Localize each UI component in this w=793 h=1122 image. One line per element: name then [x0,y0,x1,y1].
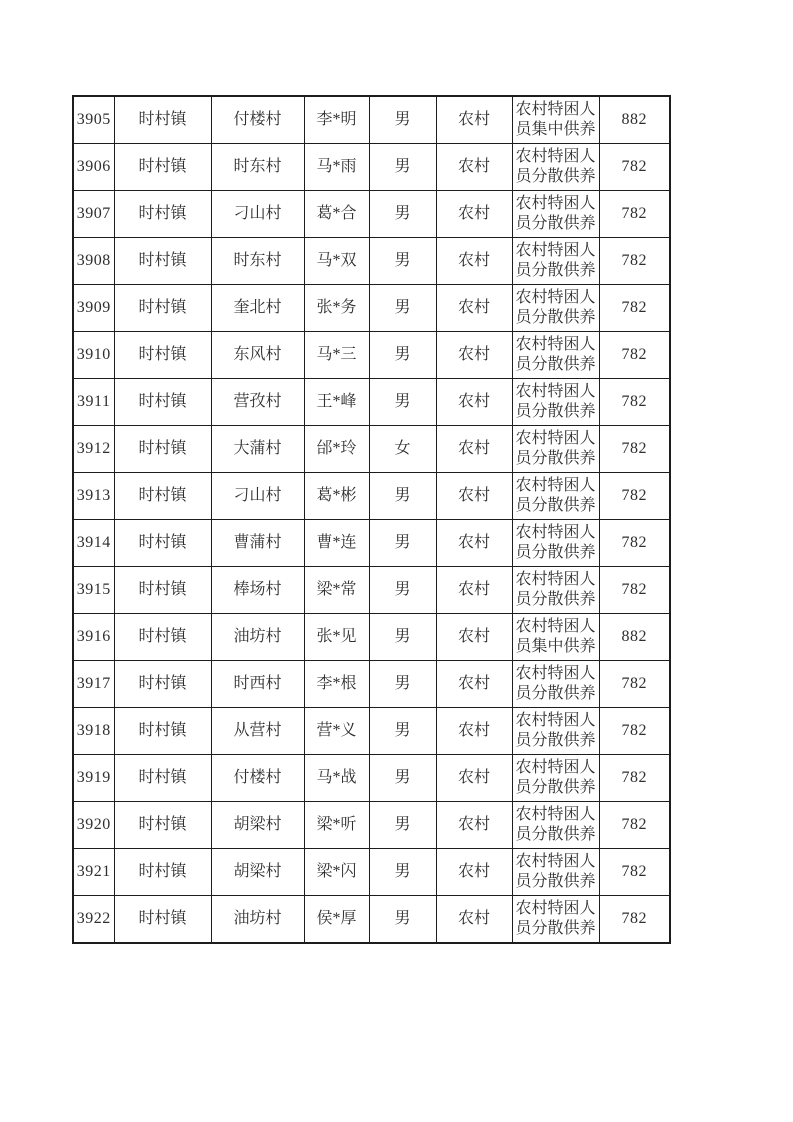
cell-category: 农村特困人员分散供养 [512,802,599,849]
cell-gender: 男 [369,96,436,144]
cell-category: 农村特困人员分散供养 [512,426,599,473]
cell-id: 3911 [73,379,114,426]
cell-town: 时村镇 [114,332,211,379]
table-row [73,285,670,332]
cell-gender: 男 [369,191,436,238]
cell-amount: 782 [599,473,670,520]
cell-area: 农村 [436,473,512,520]
cell-id: 3906 [73,144,114,191]
table-row [73,191,670,238]
cell-category: 农村特困人员分散供养 [512,896,599,944]
cell-name: 曹*连 [304,520,369,567]
cell-name: 梁*闪 [304,849,369,896]
cell-village: 曹蒲村 [211,520,304,567]
table-row [73,426,670,473]
cell-id: 3917 [73,661,114,708]
cell-category: 农村特困人员分散供养 [512,191,599,238]
cell-category: 农村特困人员分散供养 [512,567,599,614]
cell-category: 农村特困人员分散供养 [512,520,599,567]
table-body [73,96,670,943]
cell-village: 东风村 [211,332,304,379]
table-row [73,661,670,708]
table-row [73,144,670,191]
cell-category: 农村特困人员分散供养 [512,379,599,426]
table-row [73,238,670,285]
cell-id: 3919 [73,755,114,802]
cell-category: 农村特困人员分散供养 [512,755,599,802]
cell-id: 3908 [73,238,114,285]
cell-area: 农村 [436,567,512,614]
cell-village: 付楼村 [211,755,304,802]
cell-gender: 男 [369,238,436,285]
cell-id: 3912 [73,426,114,473]
table-row [73,96,670,144]
table-row [73,567,670,614]
cell-amount: 782 [599,661,670,708]
cell-town: 时村镇 [114,238,211,285]
cell-id: 3921 [73,849,114,896]
cell-town: 时村镇 [114,614,211,661]
cell-gender: 男 [369,614,436,661]
cell-name: 李*明 [304,96,369,144]
cell-category: 农村特困人员分散供养 [512,708,599,755]
cell-id: 3905 [73,96,114,144]
cell-area: 农村 [436,144,512,191]
cell-amount: 782 [599,708,670,755]
table-row [73,849,670,896]
cell-name: 李*根 [304,661,369,708]
cell-name: 张*务 [304,285,369,332]
cell-amount: 882 [599,96,670,144]
cell-id: 3918 [73,708,114,755]
cell-category: 农村特困人员分散供养 [512,661,599,708]
cell-gender: 男 [369,332,436,379]
cell-area: 农村 [436,191,512,238]
cell-category: 农村特困人员分散供养 [512,473,599,520]
cell-gender: 男 [369,708,436,755]
cell-amount: 782 [599,849,670,896]
cell-id: 3907 [73,191,114,238]
cell-name: 葛*彬 [304,473,369,520]
cell-amount: 782 [599,191,670,238]
cell-area: 农村 [436,755,512,802]
cell-village: 付楼村 [211,96,304,144]
cell-gender: 男 [369,520,436,567]
cell-name: 营*义 [304,708,369,755]
cell-category: 农村特困人员分散供养 [512,238,599,285]
cell-area: 农村 [436,708,512,755]
cell-area: 农村 [436,285,512,332]
cell-town: 时村镇 [114,896,211,944]
cell-town: 时村镇 [114,755,211,802]
cell-village: 胡梁村 [211,849,304,896]
cell-town: 时村镇 [114,144,211,191]
table-row [73,708,670,755]
table-row [73,896,670,944]
cell-category: 农村特困人员集中供养 [512,614,599,661]
cell-id: 3914 [73,520,114,567]
cell-gender: 男 [369,567,436,614]
cell-id: 3920 [73,802,114,849]
cell-area: 农村 [436,426,512,473]
cell-name: 侯*厚 [304,896,369,944]
cell-id: 3910 [73,332,114,379]
cell-amount: 782 [599,285,670,332]
cell-town: 时村镇 [114,849,211,896]
cell-town: 时村镇 [114,802,211,849]
cell-area: 农村 [436,661,512,708]
cell-village: 刁山村 [211,191,304,238]
cell-town: 时村镇 [114,285,211,332]
cell-amount: 782 [599,567,670,614]
table-row [73,614,670,661]
cell-name: 马*双 [304,238,369,285]
cell-village: 油坊村 [211,896,304,944]
cell-area: 农村 [436,614,512,661]
cell-village: 时东村 [211,144,304,191]
cell-amount: 782 [599,144,670,191]
cell-area: 农村 [436,332,512,379]
cell-amount: 782 [599,755,670,802]
cell-area: 农村 [436,849,512,896]
cell-id: 3913 [73,473,114,520]
cell-gender: 男 [369,473,436,520]
cell-gender: 男 [369,285,436,332]
cell-town: 时村镇 [114,96,211,144]
cell-village: 棒场村 [211,567,304,614]
cell-village: 大蒲村 [211,426,304,473]
cell-area: 农村 [436,379,512,426]
cell-id: 3915 [73,567,114,614]
table-row [73,802,670,849]
cell-id: 3916 [73,614,114,661]
cell-name: 马*三 [304,332,369,379]
cell-area: 农村 [436,238,512,285]
cell-town: 时村镇 [114,191,211,238]
cell-name: 葛*合 [304,191,369,238]
cell-village: 营孜村 [211,379,304,426]
cell-name: 王*峰 [304,379,369,426]
cell-name: 梁*常 [304,567,369,614]
cell-town: 时村镇 [114,520,211,567]
table-row [73,473,670,520]
welfare-records-table [72,95,671,944]
cell-amount: 882 [599,614,670,661]
cell-area: 农村 [436,520,512,567]
cell-gender: 男 [369,144,436,191]
cell-gender: 男 [369,661,436,708]
cell-category: 农村特困人员分散供养 [512,144,599,191]
table-row [73,379,670,426]
table-row [73,755,670,802]
cell-town: 时村镇 [114,661,211,708]
cell-village: 胡梁村 [211,802,304,849]
cell-amount: 782 [599,520,670,567]
cell-gender: 男 [369,802,436,849]
cell-town: 时村镇 [114,708,211,755]
cell-gender: 男 [369,896,436,944]
cell-name: 马*雨 [304,144,369,191]
cell-town: 时村镇 [114,426,211,473]
cell-amount: 782 [599,802,670,849]
cell-area: 农村 [436,96,512,144]
cell-village: 奎北村 [211,285,304,332]
table-row [73,332,670,379]
cell-gender: 男 [369,755,436,802]
cell-name: 邰*玲 [304,426,369,473]
cell-village: 刁山村 [211,473,304,520]
cell-category: 农村特困人员分散供养 [512,332,599,379]
cell-gender: 男 [369,849,436,896]
cell-town: 时村镇 [114,379,211,426]
cell-village: 时西村 [211,661,304,708]
cell-name: 马*战 [304,755,369,802]
cell-category: 农村特困人员分散供养 [512,849,599,896]
cell-category: 农村特困人员集中供养 [512,96,599,144]
cell-name: 张*见 [304,614,369,661]
table-row [73,520,670,567]
cell-amount: 782 [599,332,670,379]
cell-amount: 782 [599,896,670,944]
cell-amount: 782 [599,379,670,426]
cell-name: 梁*听 [304,802,369,849]
cell-amount: 782 [599,426,670,473]
cell-category: 农村特困人员分散供养 [512,285,599,332]
cell-id: 3909 [73,285,114,332]
cell-gender: 女 [369,426,436,473]
cell-town: 时村镇 [114,473,211,520]
cell-gender: 男 [369,379,436,426]
cell-village: 从营村 [211,708,304,755]
cell-amount: 782 [599,238,670,285]
cell-village: 油坊村 [211,614,304,661]
cell-id: 3922 [73,896,114,944]
cell-area: 农村 [436,802,512,849]
cell-area: 农村 [436,896,512,944]
cell-village: 时东村 [211,238,304,285]
cell-town: 时村镇 [114,567,211,614]
